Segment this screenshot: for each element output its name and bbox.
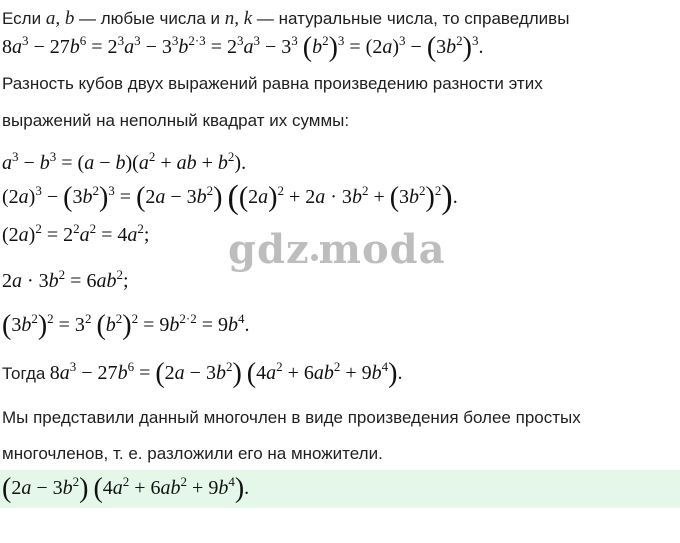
- intro-vars-ab: a, b: [45, 8, 75, 29]
- formula-result-line: [2, 358, 403, 389]
- intro-mid: — любые числа и: [74, 9, 225, 28]
- watermark-right: moda: [318, 226, 446, 273]
- formula-product: $2a \cdot 3b^2 = 6ab^2$;: [2, 267, 129, 292]
- formula-square-3b2: $(3b^2)^2 = 3^2$ $(b^2)^2 = 9b^{2\cdot 2} = 9b^4$.: [2, 310, 250, 341]
- then-label: Тогда: [2, 364, 46, 383]
- formula-identity: $8a^3 - 27b^6 = 2^3a^3 - 3^3b^{2\cdot 3} = 2^3a^3 - 3^3$ $(b^2)^3 = (2a)^3 - (3b^2)^3$.: [2, 32, 484, 63]
- formula-applied: $(2a)^3 - (3b^2)^3 = (2a - 3b^2) ((2a)^2 + 2a \cdot 3b^2 + (3b^2)^2)$.: [2, 179, 458, 216]
- intro-line: [2, 8, 569, 30]
- watermark-left: gdz: [228, 226, 310, 273]
- paragraph-conclusion-1: Мы представили данный многочлен в виде произведения более простых: [2, 408, 581, 427]
- formula-result: $8a^3 - 27b^6 = (2a - 3b^2) (4a^2 + 6ab^2 + 9b^4)$.: [49, 358, 403, 389]
- intro-post: — натуральные числа, то справедливы: [252, 9, 570, 28]
- formula-difference-of-cubes: $a^3 - b^3 = (a - b)(a^2$ + ab + $b^2$).: [2, 149, 247, 174]
- intro-vars-nk: n, k: [224, 8, 253, 29]
- paragraph-difference-of-cubes-2: выражений на неполный квадрат их суммы:: [2, 111, 350, 130]
- formula-square-2a: $(2a)^2 = 2^2a^2 = 4a^2$;: [2, 221, 150, 246]
- intro-pre: Если: [2, 9, 42, 28]
- paragraph-difference-of-cubes-1: Разность кубов двух выражений равна произведению разности этих: [2, 74, 543, 93]
- watermark: [228, 226, 446, 273]
- paragraph-conclusion-2: многочленов, т. е. разложили его на множители.: [2, 444, 383, 463]
- answer-formula: $(2a - 3b^2)$ $(4a^2 + 6ab^2 + 9b^4)$.: [2, 473, 250, 504]
- watermark-dot: [311, 254, 318, 261]
